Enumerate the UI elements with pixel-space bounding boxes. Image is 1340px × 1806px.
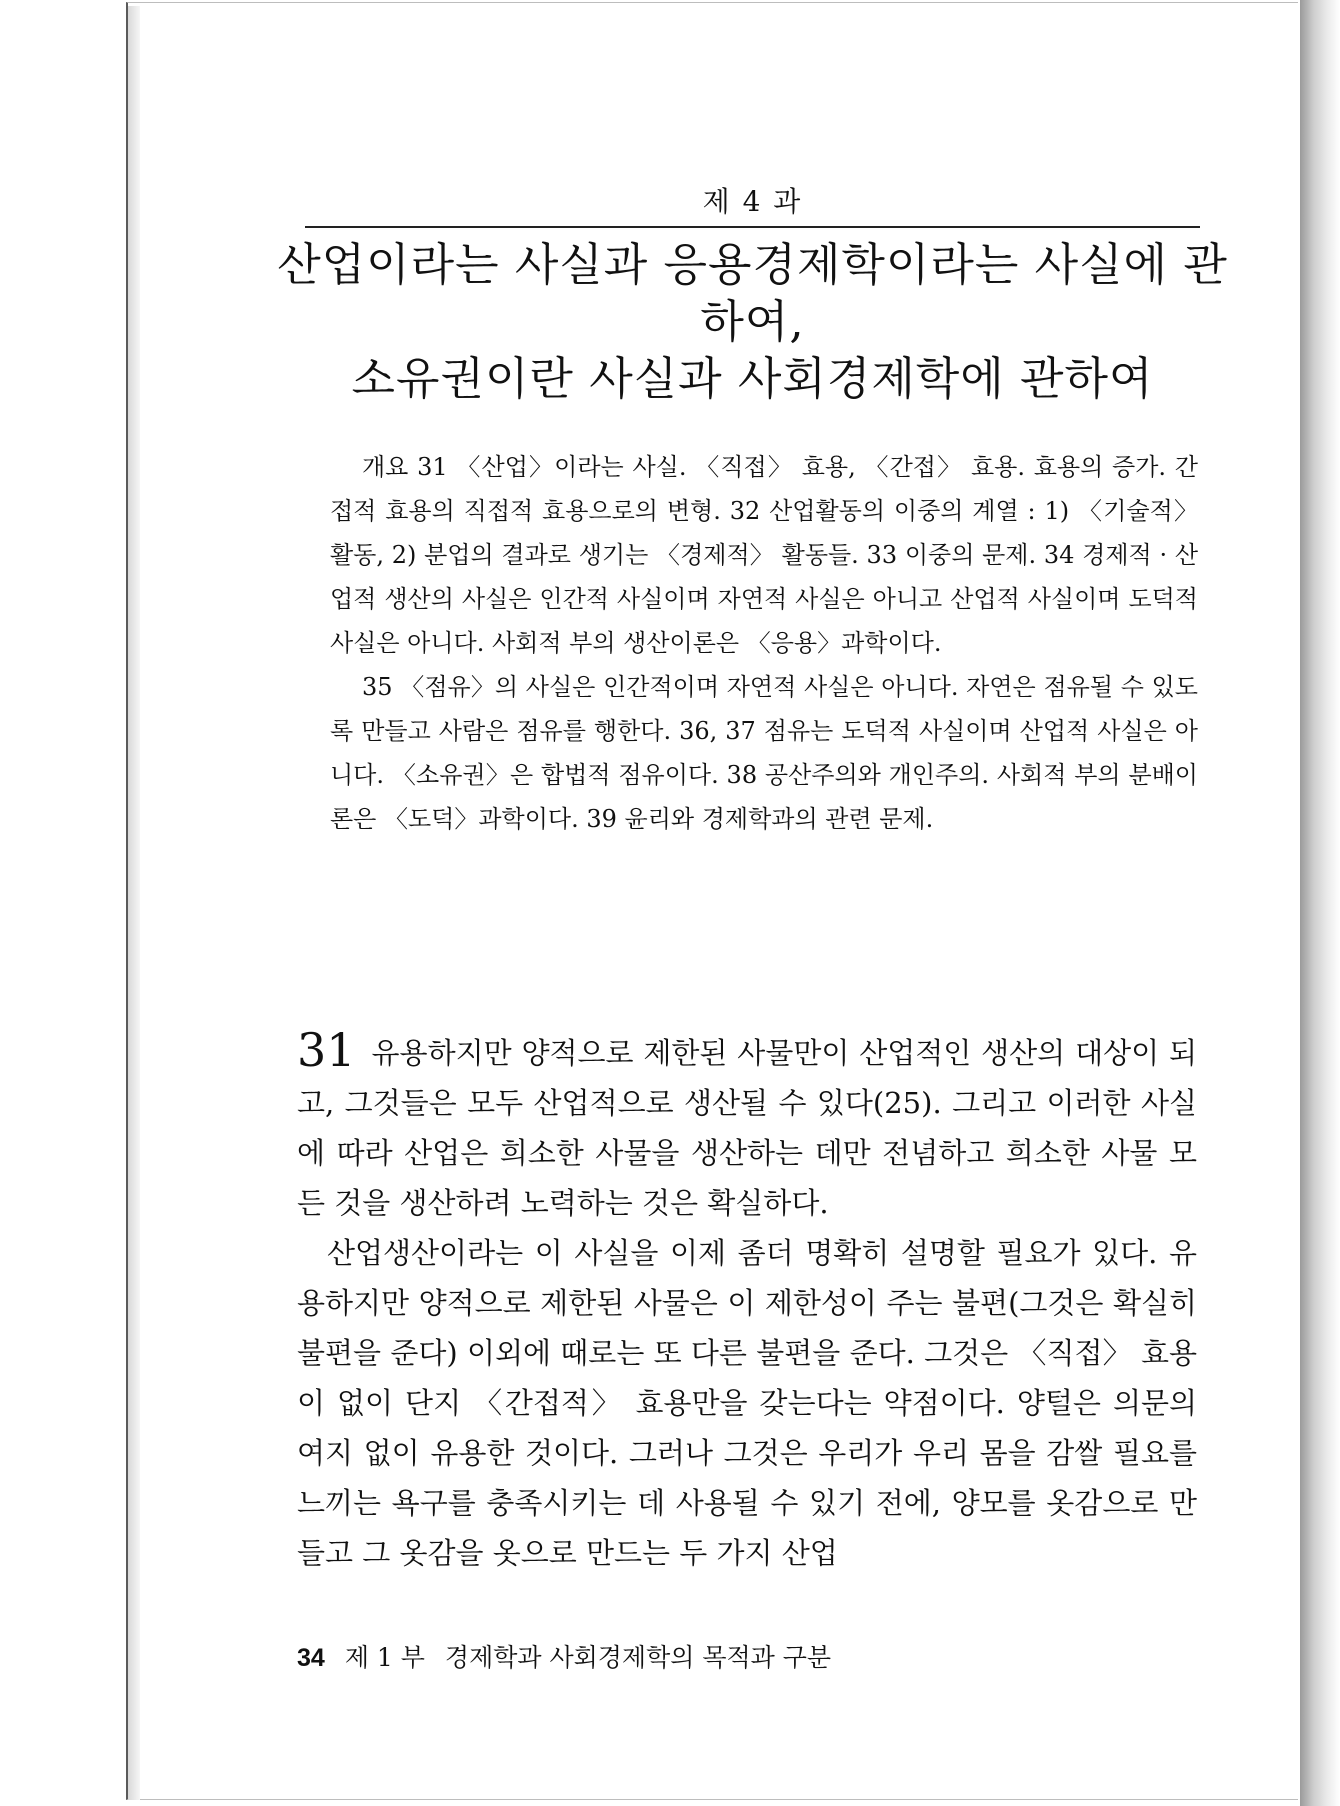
chapter-title-line-1: 산업이라는 사실과 응용경제학이라는 사실에 관하여, bbox=[277, 238, 1228, 348]
body-paragraph-1-text: 유용하지만 양적으로 제한된 사물만이 산업적인 생산의 대상이 되고, 그것들은 모두 산업적으로 생산될 수 있다(25). 그리고 이러한 사실에 따라 산업은 희소한 사물을 생산하는 데만 전념하고 희소한 사물 모든 것을 생산하려 노력하는 것은 확실하다. bbox=[297, 1036, 1197, 1220]
summary-paragraph-2: 35 〈점유〉의 사실은 인간적이며 자연적 사실은 아니다. 자연은 점유될 수 있도록 만들고 사람은 점유를 행한다. 36, 37 점유는 도덕적 사실이며 산업적 사실은 아니다. 〈소유권〉은 합법적 점유이다. 38 공산주의와 개인주의. 사회적 부의 분배이론은 〈도덕〉과학이다. 39 윤리와 경제학과의 관련 문제. bbox=[330, 673, 1198, 833]
chapter-title-line-2: 소유권이란 사실과 사회경제학에 관하여 bbox=[351, 352, 1154, 405]
summary-paragraph-1: 개요 31 〈산업〉이라는 사실. 〈직접〉 효용, 〈간접〉 효용. 효용의 증가. 간접적 효용의 직접적 효용으로의 변형. 32 산업활동의 이중의 계열 : 1) 〈기술적〉 활동, 2) 분업의 결과로 생기는 〈경제적〉 활동들. 33 이중의 문제. 34 경제적 · 산업적 생산의 사실은 인간적 사실이며 자연적 사실은 아니고 산업적 사실이며 도덕적 사실은 아니다. 사회적 부의 생산이론은 〈응용〉과학이다. bbox=[330, 453, 1198, 657]
page-spine bbox=[128, 6, 140, 1800]
body-text bbox=[297, 1025, 1197, 1578]
footer-part: 제 1 부 bbox=[344, 1643, 425, 1672]
page-shadow bbox=[1300, 0, 1340, 1806]
body-paragraph-2: 산업생산이라는 이 사실을 이제 좀더 명확히 설명할 필요가 있다. 유용하지만 양적으로 제한된 사물은 이 제한성이 주는 불편(그것은 확실히 불편을 준다) 이외에 때로는 또 다른 불편을 준다. 그것은 〈직접〉 효용이 없이 단지 〈간접적〉 효용만을 갖는다는 약점이다. 양털은 의문의 여지 없이 유용한 것이다. 그러나 그것은 우리가 우리 몸을 감쌀 필요를 느끼는 욕구를 충족시키는 데 사용될 수 있기 전에, 양모를 옷감으로 만들고 그 옷감을 옷으로 만드는 두 가지 산업 bbox=[297, 1236, 1197, 1570]
section-number: 31 bbox=[297, 1023, 356, 1077]
page-number: 34 bbox=[297, 1644, 325, 1672]
chapter-title bbox=[260, 236, 1245, 407]
body-paragraph-1 bbox=[297, 1025, 1197, 1228]
page-footer bbox=[297, 1638, 831, 1674]
chapter-summary bbox=[330, 445, 1198, 841]
title-rule bbox=[305, 226, 1200, 228]
footer-part-title: 경제학과 사회경제학의 목적과 구분 bbox=[444, 1643, 832, 1672]
lesson-label: 제 4 과 bbox=[702, 185, 803, 218]
